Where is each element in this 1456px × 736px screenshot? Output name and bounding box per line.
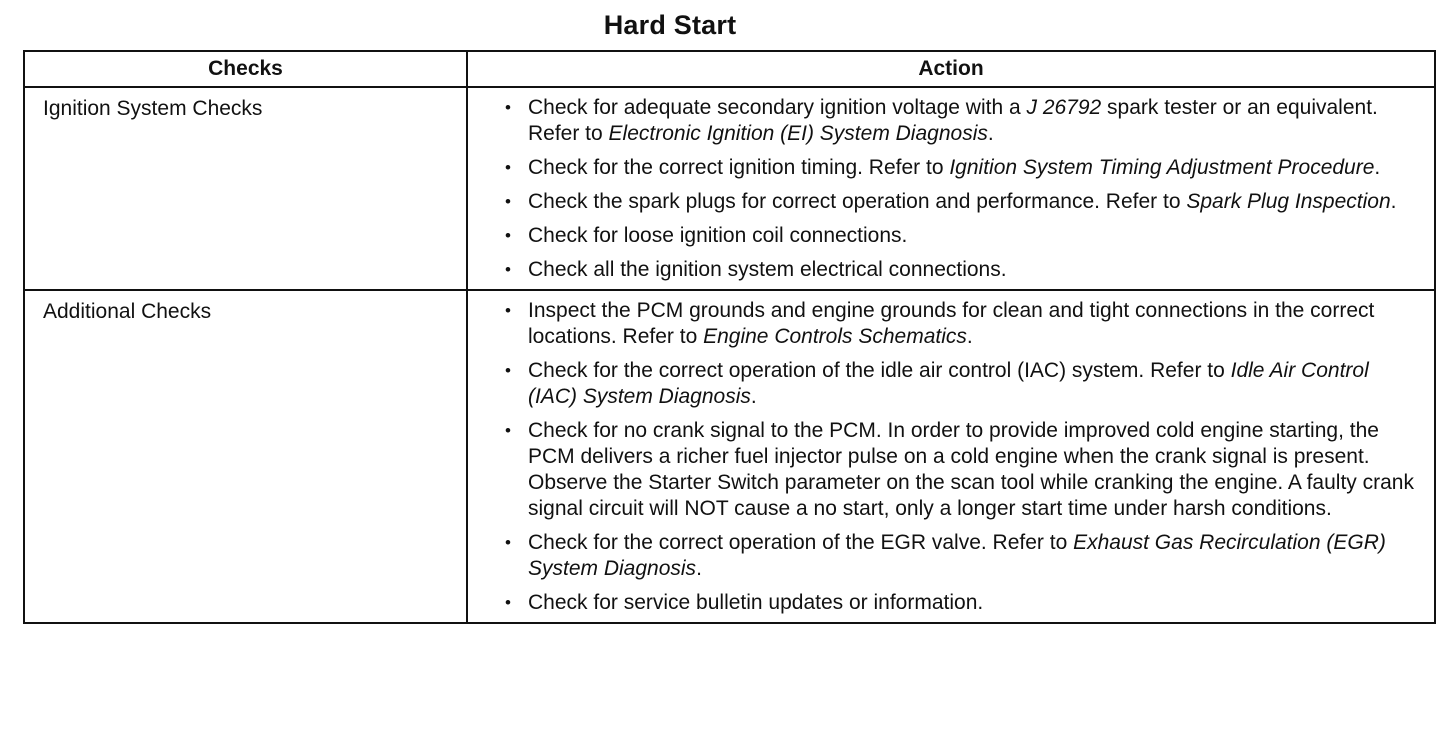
diagnostic-table — [23, 50, 1436, 624]
list-item: • Check the spark plugs for correct operation and performance. Refer to Spark Plug Inspection. — [505, 190, 1397, 213]
doc-reference: Engine Controls Schematics — [703, 325, 967, 348]
tool-reference: J 26792 — [1026, 96, 1102, 119]
list-item: • Check for loose ignition coil connections. — [505, 224, 908, 247]
list-item: • Check for no crank signal to the PCM. In order to provide improved cold engine starting, the PCM delivers a richer fuel injector pulse on a cold engine when the crank signal is present. Observe the Starter Switch parameter on the scan tool while cranking the engine. A faulty crank signal circuit will NOT cause a no start, only a longer start time under harsh conditions. — [505, 419, 1414, 520]
check-name: Additional Checks — [24, 290, 467, 623]
action-list — [468, 298, 1418, 616]
table-row — [24, 290, 1435, 623]
action-cell — [467, 290, 1435, 623]
list-item: • Check all the ignition system electrical connections. — [505, 258, 1007, 281]
bullet-icon: • — [505, 593, 511, 612]
header-row — [24, 51, 1435, 87]
page-title: Hard Start — [603, 10, 737, 40]
doc-reference: Idle Air Control (IAC) System Diagnosis — [528, 359, 1369, 408]
table-row — [24, 87, 1435, 290]
check-name: Ignition System Checks — [24, 87, 467, 290]
list-item: • Check for the correct ignition timing. Refer to Ignition System Timing Adjustment Procedure. — [505, 156, 1381, 179]
bullet-icon: • — [505, 361, 511, 380]
bullet-icon: • — [505, 421, 511, 440]
bullet-icon: • — [505, 98, 511, 117]
list-item: • Check for adequate secondary ignition voltage with a J 26792 spark tester or an equivalent. Refer to Electronic Ignition (EI) System Diagnosis. — [505, 96, 1378, 145]
action-list — [468, 95, 1418, 283]
doc-reference: Spark Plug Inspection — [1186, 190, 1391, 213]
doc-reference: Exhaust Gas Recirculation (EGR) System Diagnosis — [528, 531, 1386, 580]
doc-reference: Ignition System Timing Adjustment Procedure — [949, 156, 1375, 179]
list-item: • Inspect the PCM grounds and engine grounds for clean and tight connections in the correct locations. Refer to Engine Controls Schematics. — [505, 299, 1375, 348]
bullet-icon: • — [505, 158, 511, 177]
bullet-icon: • — [505, 260, 511, 279]
action-cell — [467, 87, 1435, 290]
doc-reference: Electronic Ignition (EI) System Diagnosis — [608, 122, 988, 145]
bullet-icon: • — [505, 192, 511, 211]
list-item: • Check for service bulletin updates or information. — [505, 591, 984, 614]
bullet-icon: • — [505, 533, 511, 552]
bullet-icon: • — [505, 226, 511, 245]
header-action: Action — [467, 51, 1435, 87]
header-checks: Checks — [24, 51, 467, 87]
list-item: • Check for the correct operation of the idle air control (IAC) system. Refer to Idle Air Control (IAC) System Diagnosis. — [505, 359, 1369, 408]
list-item: • Check for the correct operation of the EGR valve. Refer to Exhaust Gas Recirculation (EGR) System Diagnosis. — [505, 531, 1386, 580]
bullet-icon: • — [505, 301, 511, 320]
